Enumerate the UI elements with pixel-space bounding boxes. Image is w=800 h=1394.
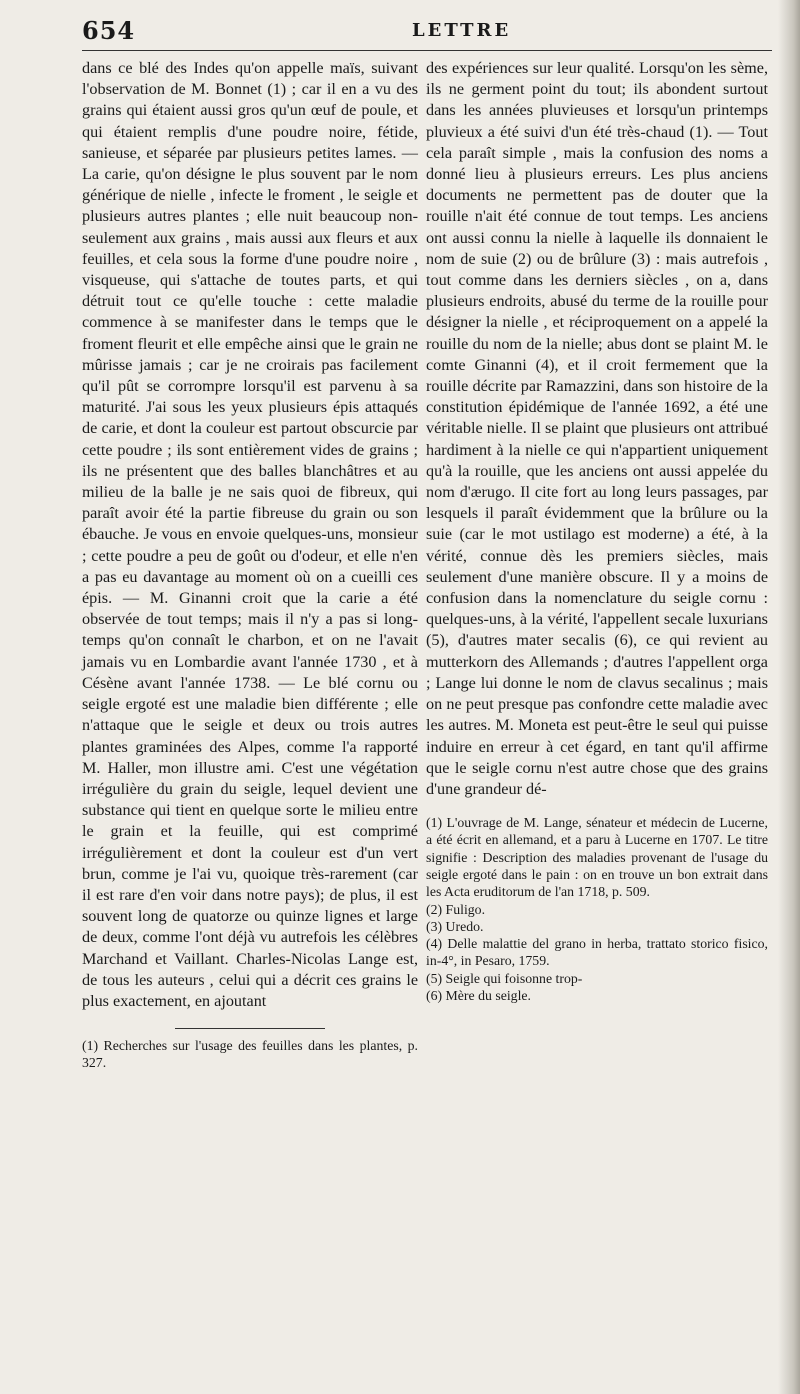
left-column [82, 58, 418, 1072]
footnote: (1) Recherches sur l'usage des feuilles dans les plantes, p. 327. [82, 1038, 418, 1071]
left-column-body: dans ce blé des Indes qu'on appelle maïs, suivant l'observation de M. Bonnet (1) ; car il en a vu des grains qui étaient aussi gros qu'un œuf de poule, et qui étaient remplis d'une poudre noire, fétide, sanieuse, et séparée par plusieurs petites lames. — La carie, qu'on désigne le plus souvent par le nom générique de nielle , infecte le froment , le seigle et plusieurs autres plantes ; elle nuit beaucoup non-seulement aux grains , mais aussi aux fleurs et aux feuilles, et cela sous la forme d'une poudre noire , visqueuse, qui s'attache de toutes parts, et qui détruit tout ce qu'elle touche : cette maladie commence à se manifester dans le temps que le froment fleurit et elle empêche ainsi que le grain ne mûrisse jamais ; car je ne croirais pas facilement qu'il pût se corrompre lorsqu'il est parvenu à sa maturité. J'ai sous les yeux plusieurs épis attaqués de carie, et dont la couleur est partout obscurcie par cette poudre ; ils sont entièrement vides de grains ; ils ne présentent que des balles blanchâtres et au milieu de la balle je ne sais quoi de fibreux, qui paraît avoir été la partie fibreuse du grain ou son ébauche. Je vous en envoie quelques-uns, monsieur ; cette poudre a peu de goût ou d'odeur, et elle n'en a pas eu davantage au moment où on a cueilli ces épis. — M. Ginanni croit que la carie a été observée de tout temps; mais il n'y a pas si long-temps qu'on connaît le charbon, et on ne l'avait jamais vu en Lombardie avant l'année 1730 , et à Césène avant l'année 1738. — Le blé cornu ou seigle ergoté est une maladie bien différente ; elle n'attaque que le seigle et deux ou trois autres plantes graminées des Alpes, comme l'a rapporté M. Haller, mon illustre ami. C'est une végétation irrégulière du grain du seigle, lequel devient une substance qui tient en quelque sorte le milieu entre le grain et la feuille, qui est comprimé irrégulièrement et dont la couleur est d'un vert brun, comme je l'ai vu, quoique très-rarement (car il est rare d'en voir dans notre pays); de plus, il est souvent long de quatorze ou quinze lignes et large de deux, comme l'ont déjà vu autrefois les célèbres Marchand et Vaillant. Charles-Nicolas Lange est, de tous les auteurs , celui qui a décrit ces grains le plus exactement, en ajoutant [82, 59, 418, 1010]
footnote: (2) Fuligo. [426, 901, 486, 917]
left-footnotes [82, 1037, 418, 1072]
footnote: (5) Seigle qui foisonne trop- [426, 970, 583, 986]
right-column-body: des expériences sur leur qualité. Lorsqu'on les sème, ils ne germent point du tout; ils abondent surtout dans les années pluvieuses et lorsqu'un printemps pluvieux a été suivi d'un été très-chaud (1). — Tout cela paraît simple , mais la confusion des noms a donné lieu à plusieurs erreurs. Les plus anciens documents ne permettent pas de douter que la rouille n'ait été connue de tout temps. Les anciens ont aussi connu la nielle à laquelle ils donnaient le nom de suie (2) ou de brûlure (3) : mais autrefois , tout comme dans les derniers siècles , on a, dans plusieurs endroits, abusé du terme de la rouille pour désigner la nielle , et réciproquement on a appelé la rouille du nom de la nielle; abus dont se plaint M. le comte Ginanni (4), et il croit fermement que la rouille décrite par Ramazzini, dans son histoire de la constitution épidémique de l'année 1692, a été une véritable nielle. Il se plaint que plusieurs ont attribué hardiment à la nielle ce qui n'appartient uniquement qu'à la rouille, que les anciens ont aussi appelée du nom d'ærugo. Il cite fort au long leurs passages, par lesquels il paraît évidemment que la brûlure ou la suie (car le mot ustilago est moderne) a été, à la vérité, connue dès les premiers siècles, mais seulement d'une manière obscure. Il y a moins de confusion dans la nomenclature du seigle cornu : quelques-uns, à la vérité, l'appellent secale luxurians (5), d'autres mater secalis (6), ce qui revient au mutterkorn des Allemands ; d'autres l'appellent orga ; Lange lui donne le nom de clavus secalinus ; mais on ne peut presque pas confondre cette maladie avec les autres. M. Moneta est peut-être le seul qui puisse induire en erreur à cet égard, en tant qu'il affirme que le seigle cornu n'est autre chose que des grains d'une grandeur dé- [426, 59, 768, 798]
page-edge [778, 0, 800, 1394]
footnote-divider [175, 1028, 325, 1029]
footnote: (3) Uredo. [426, 918, 484, 934]
page-header [82, 14, 772, 54]
page-number: 654 [82, 16, 136, 45]
right-column [426, 58, 768, 1004]
right-footnotes [426, 814, 768, 1004]
running-head: LETTRE [412, 20, 512, 41]
footnote: (6) Mère du seigle. [426, 988, 531, 1004]
footnote: (4) Delle malattie del grano in herba, trattato storico fisico, in-4°, in Pesaro, 1759. [426, 936, 768, 969]
header-rule [82, 50, 772, 51]
footnote: (1) L'ouvrage de M. Lange, sénateur et médecin de Lucerne, a été écrit en allemand, et a paru à Lucerne en 1707. Le titre signifie : Description des maladies provenant de l'usage du seigle ergoté dans le pain : on en trouve un bon extrait dans les Acta eruditorum de l'an 1718, p. 509. [426, 815, 768, 900]
